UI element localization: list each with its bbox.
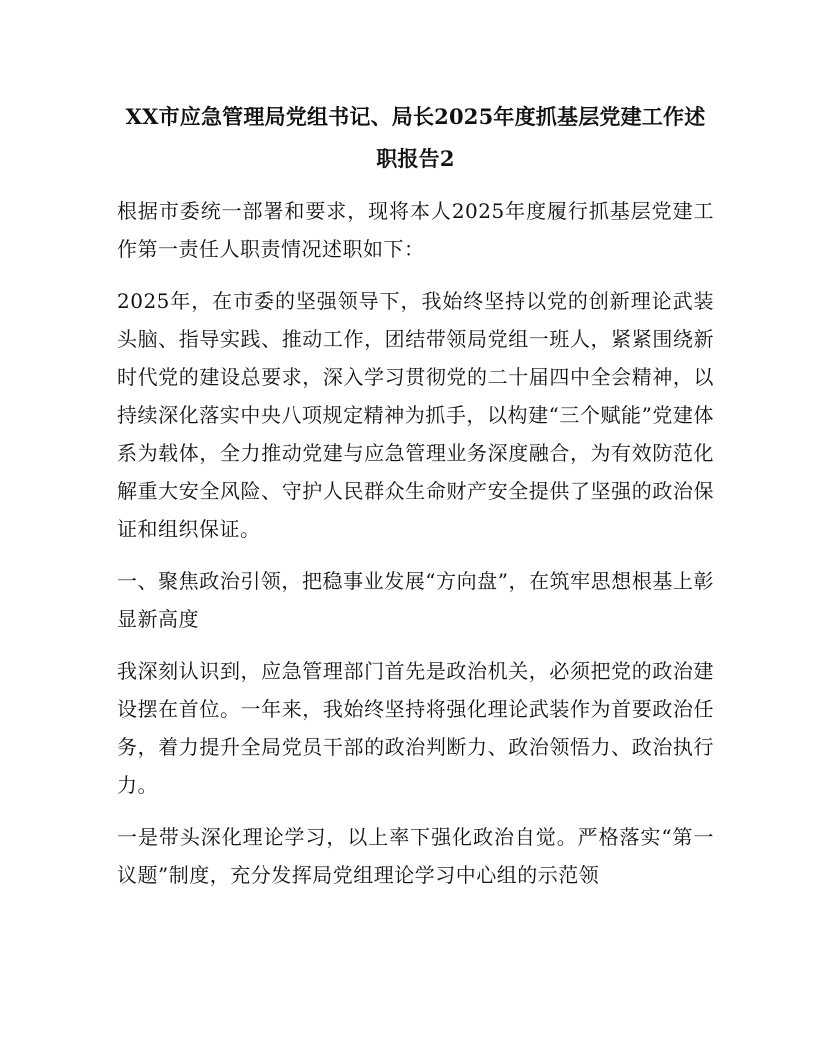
document-title: XX市应急管理局党组书记、局长2025年度抓基层党建工作述职报告2 bbox=[125, 104, 706, 171]
section-1-paragraph: 我深刻认识到，应急管理部门首先是政治机关，必须把党的政治建设摆在首位。一年来，我始终坚持将强化理论武装作为首要政治任务，着力提升全局党员干部的政治判断力、政治领悟力、政治执行力。 bbox=[117, 659, 714, 797]
intro-paragraph: 根据市委统一部署和要求，现将本人2025年度履行抓基层党建工作第一责任人职责情况述职如下： bbox=[117, 199, 714, 261]
overview-paragraph: 2025年，在市委的坚强领导下，我始终坚持以党的创新理论武装头脑、指导实践、推动工作，团结带领局党组一班人，紧紧围绕新时代党的建设总要求，深入学习贯彻党的二十届四中全会精神，以持续深化落实中央八项规定精神为抓手，以构建“三个赋能”党建体系为载体，全力推动党建与应急管理业务深度融合，为有效防范化解重大安全风险、守护人民群众生命财产安全提供了坚强的政治保证和组织保证。 bbox=[117, 289, 714, 541]
section-1-point-1: 一是带头深化理论学习，以上率下强化政治自觉。严格落实“第一议题”制度，充分发挥局党组理论学习中心组的示范领 bbox=[117, 825, 714, 887]
section-heading-1: 一、聚焦政治引领，把稳事业发展“方向盘”，在筑牢思想根基上彰显新高度 bbox=[117, 569, 714, 631]
